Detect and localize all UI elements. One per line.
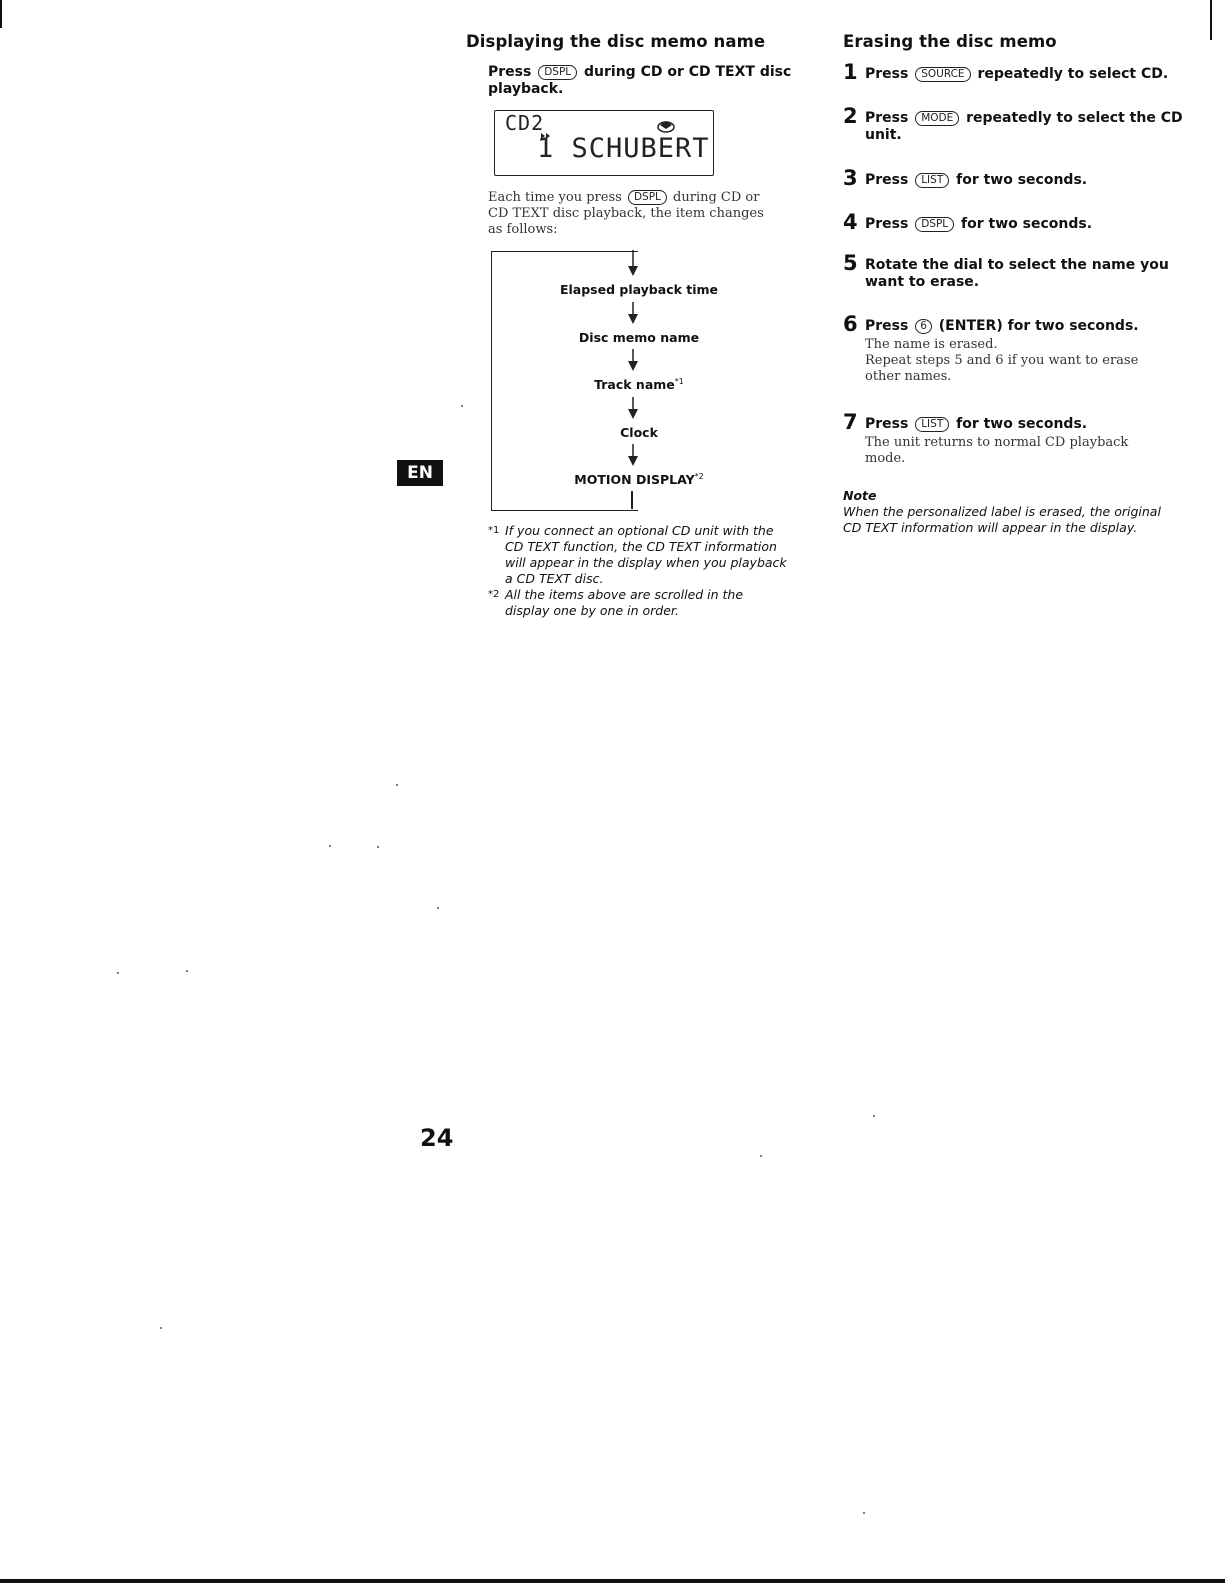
scan-speck [117,972,119,974]
language-tab-en: EN [397,460,443,486]
scan-speck [461,405,463,407]
footnote-1-line: If you connect an optional CD unit with the [505,523,774,538]
section-title-erase-memo: Erasing the disc memo [843,32,1057,51]
step-7-text: Press LIST for two seconds. [865,416,1088,432]
flow-item-track-name: Track name$^{*1}$ [594,377,684,392]
footnote-2-line: All the items above are scrolled in the [505,587,744,602]
footnote-1-line: a CD TEXT disc. [505,571,604,586]
dspl-key-inline: DSPL [628,190,667,205]
lcd-disc-label: CD2 [505,111,545,135]
section-title-display-memo: Displaying the disc memo name [466,32,766,51]
step-1-text: Press SOURCE repeatedly to select CD. [865,66,1169,82]
list-key-step7: LIST [915,417,949,432]
step-7-number: 7 [843,410,858,434]
footnote-1-mark: *1 [488,525,500,536]
footnote-2 [488,587,808,619]
footnote-2-line: display one by one in order. [505,603,679,618]
flow-arrow-4 [626,442,640,468]
step-6-text: Press 6 (ENTER) for two seconds. [865,318,1139,334]
step-2-number: 2 [843,104,858,128]
step-1-number: 1 [843,60,858,84]
scan-speck [760,1155,762,1157]
scan-speck [377,846,379,848]
step-5-text: Rotate the dial to select the name you want to erase. [865,257,1169,290]
body-line3: as follows: [488,222,558,237]
flow-item-elapsed: Elapsed playback time [559,282,719,297]
scan-speck [396,784,398,786]
footnote-1 [488,523,808,587]
scan-speck [186,970,188,972]
step-2-text: Press MODE repeatedly to select the CD unit. [865,110,1183,143]
note-title: Note [843,488,877,503]
body-line2: CD TEXT disc playback, the item changes [488,206,764,221]
list-key: LIST [915,173,949,188]
page-number: 24 [420,1124,454,1152]
source-key: SOURCE [915,67,970,82]
page-edge-mark-right [1210,0,1212,40]
page-edge-mark-left [0,0,2,28]
flow-arrow-top [626,248,640,278]
step-4-number: 4 [843,210,858,234]
button-6-key: 6 [915,319,932,334]
mode-key: MODE [915,111,959,126]
intro-rest: during CD or CD TEXT disc [584,64,792,80]
flow-item-clock: Clock [620,425,658,440]
intro-press: Press [488,64,532,80]
lcd-track-name: 1 SCHUBERT [537,133,710,164]
scan-speck [329,845,331,847]
step-6-number: 6 [843,312,858,336]
footnote-1-line: CD TEXT function, the CD TEXT information [505,539,777,554]
step-7-body: The unit returns to normal CD playback mode. [865,435,1129,466]
flow-item-disc-memo: Disc memo name [578,330,700,345]
step-3-number: 3 [843,166,858,190]
scan-speck [160,1327,162,1329]
note-text: When the personalized label is erased, the original CD TEXT information will appear in the display. [843,504,1161,535]
intro-line2: playback. [488,81,564,97]
page-edge-mark-bottom [0,1579,1225,1583]
body-paragraph [488,190,798,238]
dspl-key: DSPL [538,65,577,80]
flow-item-motion-display: MOTION DISPLAY$^{*2}$ [574,472,704,487]
flow-arrow-1 [626,300,640,326]
scan-speck [863,1512,865,1514]
flow-arrow-2 [626,347,640,373]
scan-speck [873,1115,875,1117]
body-line1-a: Each time you press [488,190,622,205]
footnote-2-mark: *2 [488,589,500,600]
step-4-text: Press DSPL for two seconds. [865,216,1093,232]
step-6-body: The name is erased. Repeat steps 5 and 6 if you want to erase other names. [865,337,1139,384]
dspl-key-step4: DSPL [915,217,954,232]
lcd-display-illustration [494,110,714,176]
footnote-1-line: will appear in the display when you playback [505,555,787,570]
scan-speck [437,907,439,909]
step-3-text: Press LIST for two seconds. [865,172,1088,188]
intro-instruction [488,64,798,98]
flow-return-line [631,491,633,509]
step-5-number: 5 [843,251,858,275]
body-line1-b: during CD or [673,190,760,205]
flow-arrow-3 [626,395,640,421]
